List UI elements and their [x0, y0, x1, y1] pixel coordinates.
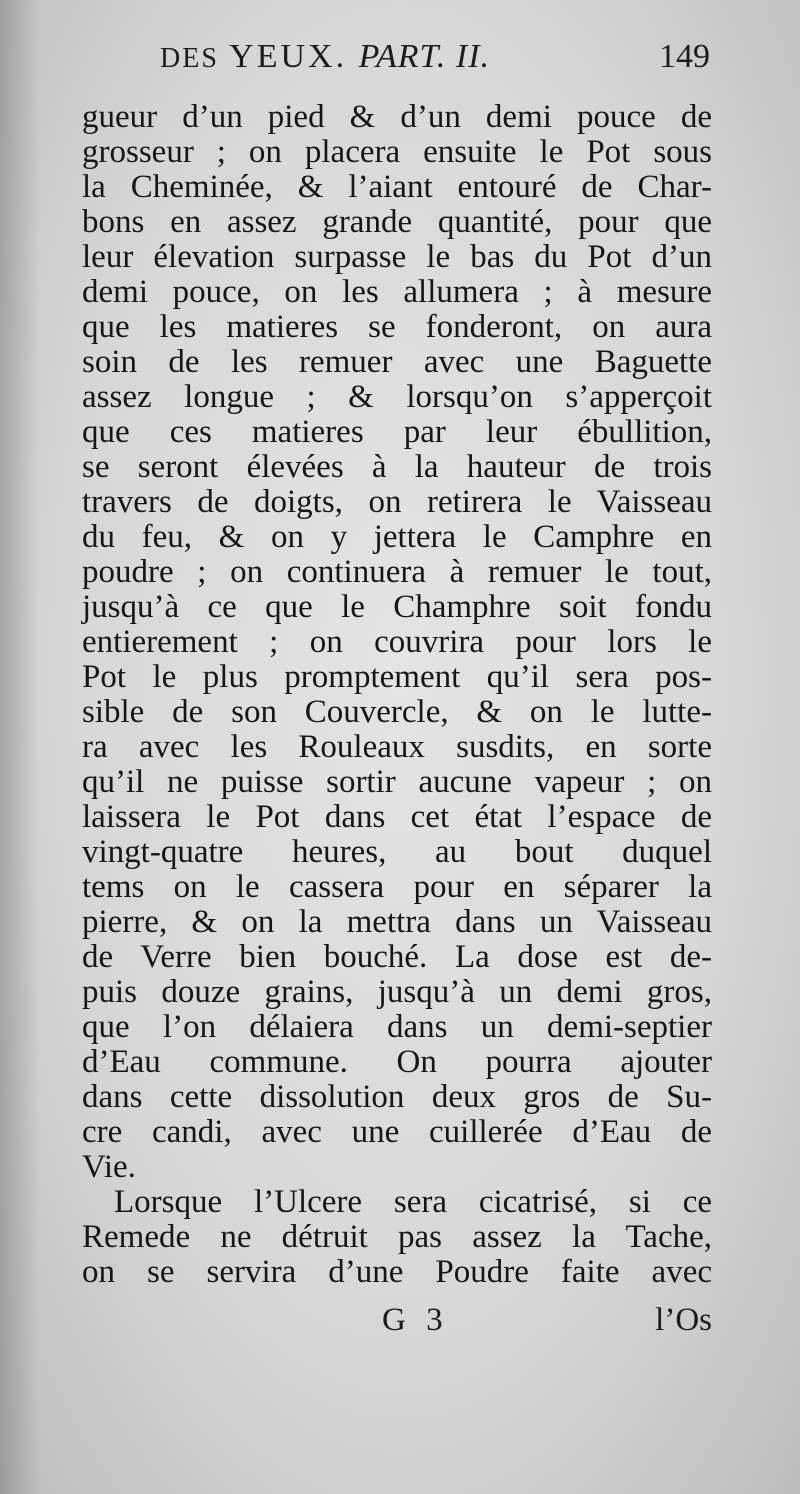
- text-line: d’Eau commune. On pourra ajouter: [82, 1044, 712, 1080]
- page-number: 149: [659, 38, 710, 75]
- running-title-part: PART. II.: [358, 38, 491, 75]
- text-line: tems on le cassera pour en séparer la: [82, 869, 712, 905]
- text-line: dans cette dissolution deux gros de Su-: [82, 1079, 712, 1115]
- text-line: puis douze grains, jusqu’à un demi gros,: [82, 974, 712, 1010]
- text-line: entierement ; on couvrira pour lors le: [82, 624, 712, 660]
- text-line: de Verre bien bouché. La dose est de-: [82, 939, 712, 975]
- text-line: grosseur ; on placera ensuite le Pot sous: [82, 134, 712, 170]
- text-line: jusqu’à ce que le Champhre soit fondu: [82, 589, 712, 625]
- text-line: que les matieres se fonderont, on aura: [82, 309, 712, 345]
- text-line: qu’il ne puisse sortir aucune vapeur ; on: [82, 764, 712, 800]
- text-line: sible de son Couvercle, & on le lutte-: [82, 694, 712, 730]
- text-line: ra avec les Rouleaux susdits, en sorte: [82, 729, 712, 765]
- text-line: laissera le Pot dans cet état l’espace de: [82, 799, 712, 835]
- text-line: pierre, & on la mettra dans un Vaisseau: [82, 904, 712, 940]
- text-line: demi pouce, on les allumera ; à mesure: [82, 274, 712, 310]
- text-line: que l’on délaiera dans un demi-septier: [82, 1009, 712, 1045]
- text-line: cre candi, avec une cuillerée d’Eau de: [82, 1114, 712, 1150]
- text-line: Remede ne détruit pas assez la Tache,: [82, 1219, 712, 1255]
- text-line: vingt-quatre heures, au bout duquel: [82, 834, 712, 870]
- text-line: on se servira d’une Poudre faite avec: [82, 1254, 712, 1290]
- paragraph-start-line: Lorsque l’Ulcere sera cicatrisé, si ce: [114, 1184, 712, 1220]
- signature-mark: G 3: [382, 1302, 449, 1338]
- running-header: [160, 38, 710, 88]
- text-line: soin de les remuer avec une Baguette: [82, 344, 712, 380]
- text-line: Pot le plus promptement qu’il sera pos-: [82, 659, 712, 695]
- running-title-prefix: DES: [160, 43, 219, 74]
- running-title: [160, 38, 490, 76]
- text-line: leur élevation surpasse le bas du Pot d’un: [82, 239, 712, 275]
- page-footer: [82, 1302, 712, 1342]
- text-line: travers de doigts, on retirera le Vaisseau: [82, 484, 712, 520]
- text-line: du feu, & on y jettera le Camphre en: [82, 519, 712, 555]
- paragraph-end-line: Vie.: [82, 1149, 136, 1185]
- catchword: l’Os: [655, 1302, 712, 1338]
- body-text: [82, 100, 712, 1290]
- text-line: bons en assez grande quantité, pour que: [82, 204, 712, 240]
- text-line: assez longue ; & lorsqu’on s’apperçoit: [82, 379, 712, 415]
- text-line: se seront élevées à la hauteur de trois: [82, 449, 712, 485]
- text-line: que ces matieres par leur ébullition,: [82, 414, 712, 450]
- text-line: la Cheminée, & l’aiant entouré de Char-: [82, 169, 712, 205]
- text-line: gueur d’un pied & d’un demi pouce de: [82, 99, 712, 135]
- running-title-main: YEUX.: [229, 38, 348, 75]
- text-line: poudre ; on continuera à remuer le tout,: [82, 554, 712, 590]
